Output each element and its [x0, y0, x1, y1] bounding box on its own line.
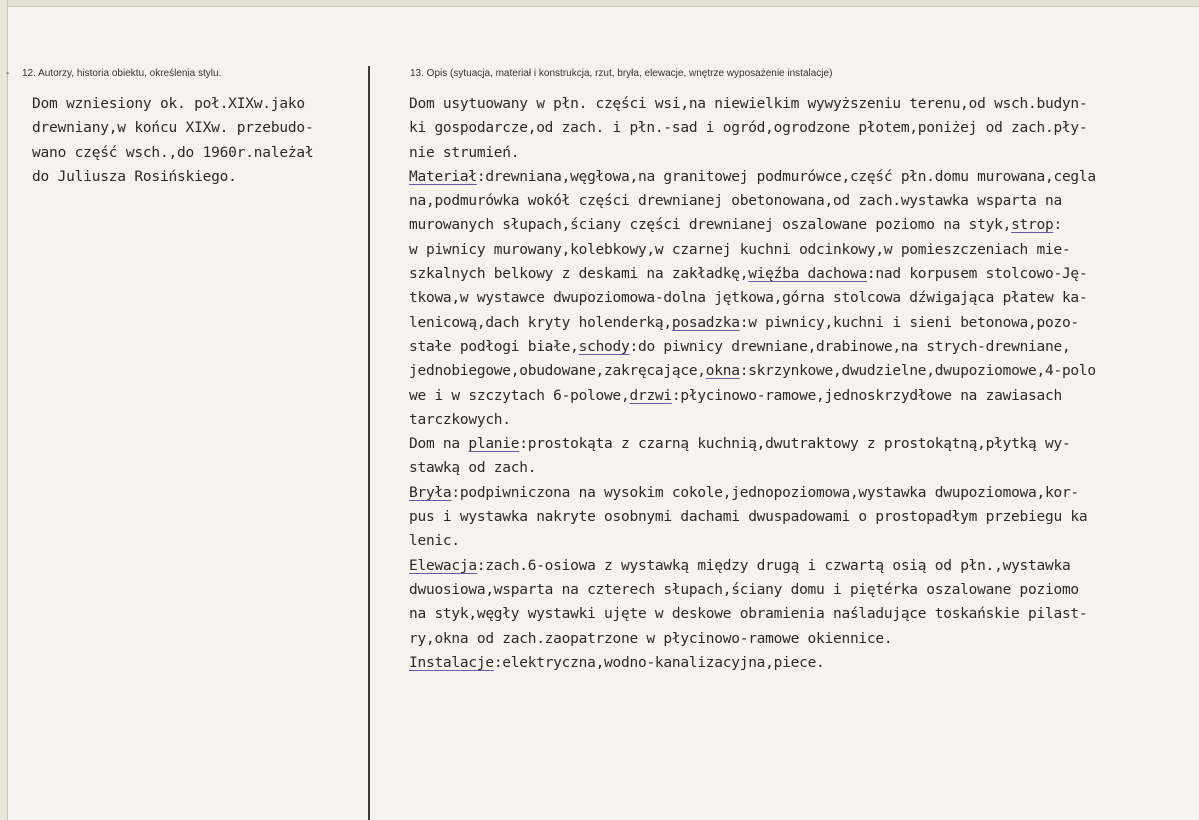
description-line: stałe podłogi białe,schody:do piwnicy drewniane,drabinowe,na strych-drewniane, [409, 338, 1071, 355]
label-instalacje: Instalacje [409, 654, 494, 671]
description-line: ry,okna od zach.zaopatrzone w płycinowo-ramowe okiennice. [409, 630, 893, 647]
label-strop: strop [1011, 217, 1054, 234]
label-elewacja: Elewacja [409, 557, 477, 574]
description-line: dwuosiowa,wsparta na czterech słupach,ściany domu i piętérka oszalowane poziomo [409, 581, 1079, 598]
label-bryla: Bryła [409, 484, 452, 501]
description-line: Elewacja:zach.6-osiowa z wystawką między drugą i czwartą osią od płn.,wystawka [409, 557, 1071, 574]
description-line: lenicową,dach kryty holenderką,posadzka:w piwnicy,kuchni i sieni betonowa,pozo- [409, 314, 1079, 331]
description-line: w piwnicy murowany,kolebkowy,w czarnej kuchni odcinkowy,w pomieszczeniach mie- [409, 241, 1071, 258]
description-line: we i w szczytach 6-polowe,drzwi:płycinowo-ramowe,jednoskrzydłowe na zawiasach [409, 387, 1062, 404]
description-line: jednobiegowe,obudowane,zakręcające,okna:skrzynkowe,dwudzielne,dwupoziomowe,4-polo [409, 363, 1096, 380]
description-line: na,podmurówka wokół części drewnianej obetonowana,od zach.wystawka wsparta na [409, 193, 1062, 210]
description-line: tkowa,w wystawce dwupoziomowa-dolna jętkowa,górna stolcowa dźwigająca płatew ka- [409, 290, 1088, 307]
description-line: murowanych słupach,ściany części drewnianej oszalowane poziomo na styk,strop: [409, 217, 1062, 234]
label-okna: okna [705, 363, 740, 380]
history-line: Dom wzniesiony ok. poł.XIXw.jako [32, 96, 305, 112]
label-wiezba-dachowa: więźba dachowa [748, 266, 867, 283]
label-drzwi: drzwi [629, 387, 672, 404]
description-line: pus i wystawka nakryte osobnymi dachami dwuspadowami o prostopadłym przebiegu ka [409, 509, 1088, 526]
description-line: stawką od zach. [409, 460, 537, 477]
section-12-heading: 12. Autorzy, historia obiektu, określenia stylu. [22, 68, 222, 79]
description-text [409, 92, 1199, 675]
description-line: Bryła:podpiwniczona na wysokim cokole,jednopoziomowa,wystawka dwupoziomowa,kor- [409, 484, 1079, 501]
history-line: wano część wsch.,do 1960r.należał [32, 144, 314, 161]
paper-edge-left [0, 0, 8, 820]
description-line: Dom na planie:prostokąta z czarną kuchnią,dwutraktowy z prostokątną,płytką wy- [409, 436, 1071, 453]
label-plan: planie [468, 436, 520, 453]
description-line: lenic. [409, 533, 460, 550]
label-posadzka: posadzka [671, 314, 740, 331]
history-text [32, 92, 357, 189]
description-line: tarczkowych. [409, 411, 511, 428]
description-line: szkalnych belkowy z deskami na zakładkę,więźba dachowa:nad korpusem stolcowo-Ję- [409, 266, 1088, 283]
label-schody: schody [578, 338, 630, 355]
history-line: drewniany,w końcu XIXw. przebudo- [32, 120, 314, 137]
column-divider [368, 66, 370, 820]
description-line: nie strumień. [409, 144, 520, 161]
description-line: Materiał:drewniana,węgłowa,na granitowej podmurówce,część płn.domu murowana,cegla [409, 168, 1096, 185]
description-line: Instalacje:elektryczna,wodno-kanalizacyjna,piece. [409, 654, 825, 671]
history-line: do Juliusza Rosińskiego. [32, 168, 237, 185]
margin-mark: - [6, 68, 10, 79]
description-line: na styk,węgły wystawki ujęte w deskowe obramienia naśladujące toskańskie pilast- [409, 606, 1088, 623]
description-line: ki gospodarcze,od zach. i płn.-sad i ogród,ogrodzone płotem,poniżej od zach.pły- [409, 120, 1088, 137]
description-line: Dom usytuowany w płn. części wsi,na niewielkim wywyższeniu terenu,od wsch.budyn- [409, 96, 1088, 112]
label-material: Materiał [409, 168, 477, 185]
section-13-heading: 13. Opis (sytuacja, materiał i konstrukcja, rzut, bryła, elewacje, wnętrze wyposażenie instalacje) [410, 68, 833, 79]
paper-edge-top [0, 0, 1199, 7]
